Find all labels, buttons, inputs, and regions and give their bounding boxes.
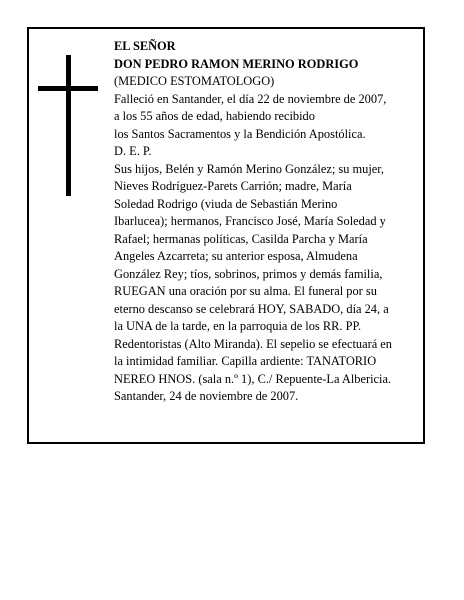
text-line: eterno descanso se celebrará HOY, SABADO, día 24, a <box>114 301 389 316</box>
notice-heading: EL SEÑOR <box>114 39 176 53</box>
text-line: D. E. P. <box>114 144 152 158</box>
text-line: Angeles Azcarreta; su anterior esposa, Almudena <box>114 249 358 263</box>
obituary-text <box>114 38 422 406</box>
cross-icon <box>66 55 71 196</box>
text-line: Falleció en Santander, el día 22 de noviembre de 2007, <box>114 91 387 106</box>
text-line: Soledad Rodrigo (viuda de Sebastián Merino <box>114 196 338 211</box>
text-line: González Rey; tíos, sobrinos, primos y demás familia, <box>114 266 383 281</box>
text-line: Santander, 24 de noviembre de 2007. <box>114 389 299 403</box>
text-line: Rafael; hermanas políticas, Casilda Parcha y María <box>114 231 368 246</box>
deceased-name: DON PEDRO RAMON MERINO RODRIGO <box>114 56 359 71</box>
text-line: Redentoristas (Alto Miranda). El sepelio se efectuará en <box>114 336 392 351</box>
text-line: Nieves Rodríguez-Parets Carrión; madre, María <box>114 179 352 193</box>
text-line: la intimidad familiar. Capilla ardiente: TANATORIO <box>114 354 377 368</box>
profession: (MEDICO ESTOMATOLOGO) <box>114 74 275 88</box>
text-line: Ibarlucea); hermanos, Francisco José, María Soledad y <box>114 214 386 228</box>
text-line: la UNA de la tarde, en la parroquia de los RR. PP. <box>114 319 362 333</box>
text-line: los Santos Sacramentos y la Bendición Apostólica. <box>114 126 366 141</box>
cross-icon-arm <box>38 86 98 91</box>
text-line: a los 55 años de edad, habiendo recibido <box>114 109 315 123</box>
text-line: RUEGAN una oración por su alma. El funeral por su <box>114 284 377 298</box>
text-line: Sus hijos, Belén y Ramón Merino González; su mujer, <box>114 161 384 176</box>
text-line: NEREO HNOS. (sala n.º 1), C./ Repuente-La Albericia. <box>114 371 392 386</box>
